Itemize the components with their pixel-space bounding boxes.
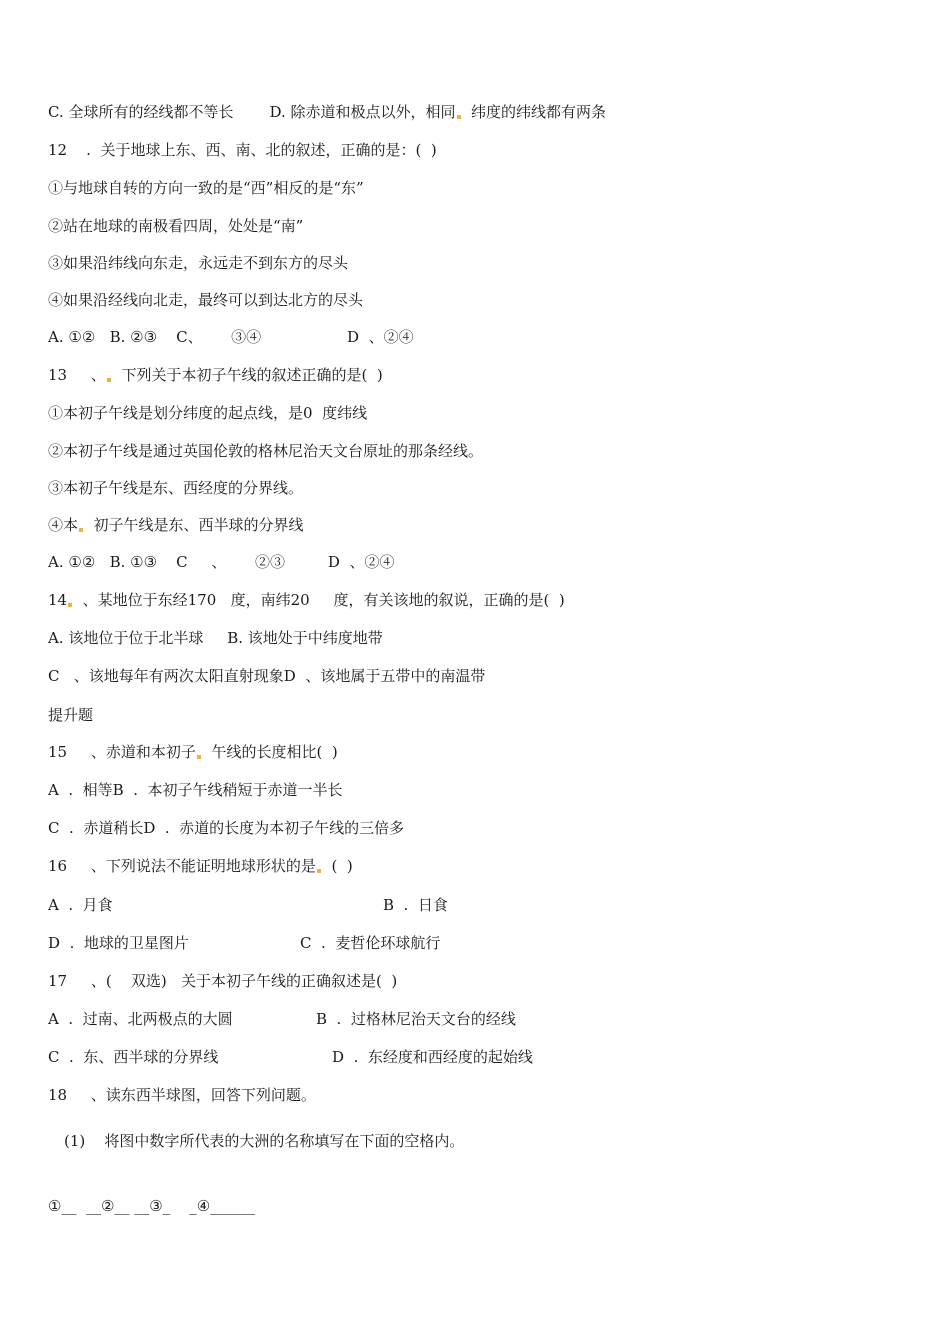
q13-item-1: ①本初子午线是划分纬度的起点线，是0 度纬线 [48, 404, 368, 422]
q16-stem-part2: ( ) [321, 857, 353, 875]
q16-stem [48, 856, 353, 876]
q12-stem: 12 . 关于地球上东、西、南、北的叙述，正确的是：( ) [48, 141, 437, 159]
highlight-mark [317, 869, 321, 873]
q15-stem-part1: 15 、赤道和本初子 [48, 743, 196, 761]
q12-item-3: ③如果沿纬线向东走，永远走不到东方的尽头 [48, 254, 349, 272]
q16-option-d: D . 地球的卫星图片 [48, 934, 189, 952]
q17-option-d: D . 东经度和西经度的起始线 [332, 1048, 533, 1066]
q16-option-b: B . 日食 [383, 896, 448, 914]
q13-stem-number: 13 、 [48, 366, 106, 384]
highlight-mark [457, 115, 461, 119]
q17-option-a: A . 过南、北两极点的大圆 [48, 1010, 233, 1028]
q14-options-cd: C 、该地每年有两次太阳直射现象D 、该地属于五带中的南温带 [48, 667, 486, 685]
q11-option-d-part2: 纬度的纬线都有两条 [461, 103, 607, 121]
q13-item-4 [48, 515, 304, 535]
q15-options-cd: C . 赤道稍长D . 赤道的长度为本初子午线的三倍多 [48, 819, 405, 837]
highlight-mark [107, 378, 111, 382]
section-title: 提升题 [48, 706, 94, 724]
q16-option-c: C . 麦哲伦环球航行 [300, 934, 441, 952]
q16-option-a: A . 月食 [48, 896, 113, 914]
q13-options: A. ①② B. ①③ C 、 ②③ D 、②④ [48, 553, 395, 571]
q13-item-3: ③本初子午线是东、西经度的分界线。 [48, 479, 304, 497]
q18-sub-1: (1) 将图中数字所代表的大洲的名称填写在下面的空格内。 [64, 1132, 465, 1150]
q12-item-1: ①与地球自转的方向一致的是“西”相反的是“东” [48, 179, 364, 197]
q14-stem [48, 590, 565, 610]
q16-stem-part1: 16 、下列说法不能证明地球形状的是 [48, 857, 316, 875]
q15-stem [48, 742, 338, 762]
q14-options-ab: A. 该地位于位于北半球 B. 该地处于中纬度地带 [48, 629, 383, 647]
q18-answer-blanks: ①__ __②__ __③_ _④______ [48, 1197, 256, 1215]
q13-item-2: ②本初子午线是通过英国伦敦的格林尼治天文台原址的那条经线。 [48, 442, 484, 460]
q11-option-c: C. 全球所有的经线都不等长 [48, 103, 234, 121]
q12-options: A. ①② B. ②③ C、 ③④ D 、②④ [48, 328, 414, 346]
q13-stem-text: 下列关于本初子午线的叙述正确的是( ) [111, 366, 383, 384]
q13-stem [48, 365, 383, 385]
q13-item-4-part1: ④本 [48, 516, 79, 534]
q13-item-4-part2: 初子午线是东、西半球的分界线 [84, 516, 304, 534]
q17-stem: 17 、( 双选) 关于本初子午线的正确叙述是( ) [48, 972, 398, 990]
q12-item-4: ④如果沿经线向北走，最终可以到达北方的尽头 [48, 291, 364, 309]
q12-item-2: ②站在地球的南极看四周，处处是“南” [48, 217, 304, 235]
q15-stem-part2: 午线的长度相比( ) [201, 743, 338, 761]
q17-option-c: C . 东、西半球的分界线 [48, 1048, 219, 1066]
highlight-mark [68, 603, 72, 607]
q11-option-d-part1: D. 除赤道和极点以外，相同 [269, 103, 456, 121]
q18-stem: 18 、读东西半球图，回答下列问题。 [48, 1086, 316, 1104]
q14-stem-text: 、某地位于东经170 度，南纬20 度，有关该地的叙说，正确的是( ) [73, 591, 565, 609]
highlight-mark [79, 528, 83, 532]
q14-stem-number: 14 [48, 591, 68, 609]
q15-options-ab: A . 相等B . 本初子午线稍短于赤道一半长 [48, 781, 343, 799]
q11-options-cd [48, 102, 606, 122]
highlight-mark [197, 755, 201, 759]
q17-option-b: B . 过格林尼治天文台的经线 [316, 1010, 516, 1028]
